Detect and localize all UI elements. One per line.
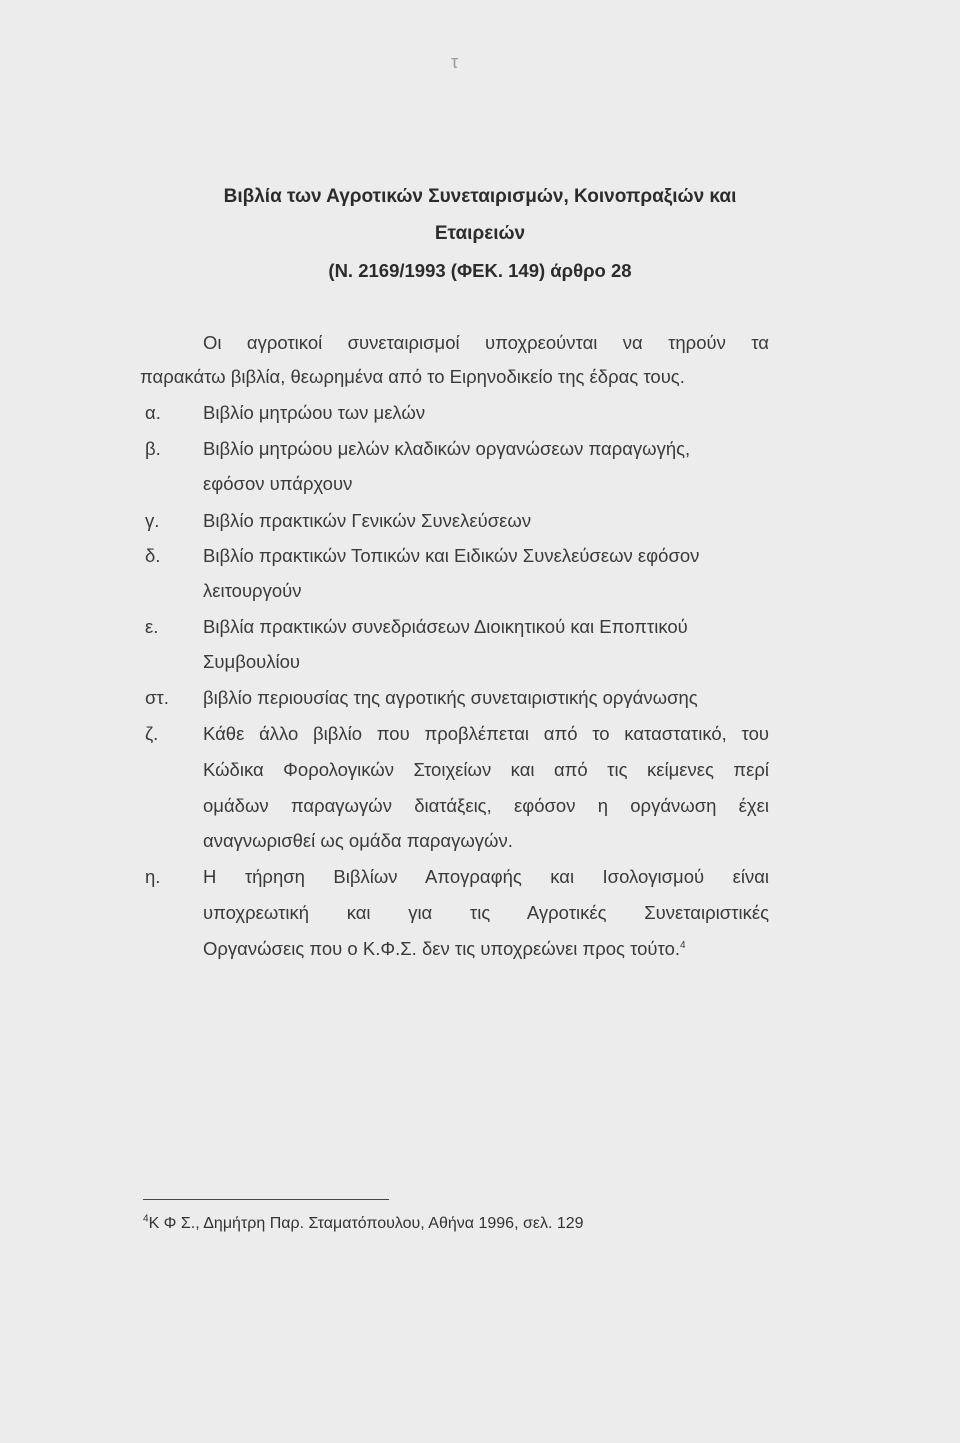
footnote-reference: 4: [680, 939, 686, 951]
item-text-b-2: εφόσον υπάρχουν: [203, 473, 353, 494]
footnote-marker: 4: [143, 1213, 149, 1225]
item-label-c: γ.: [145, 510, 160, 531]
item-label-z: ζ.: [145, 723, 159, 744]
intro-line-2: παρακάτω βιβλία, θεωρημένα από το Ειρηνοδικείο της έδρας τους.: [140, 366, 685, 387]
item-text-h-1: Η τήρηση Βιβλίων Απογραφής και Ισολογισμού είναι: [203, 866, 769, 887]
heading-line-2: Εταιρειών: [434, 223, 526, 244]
item-text-st: βιβλίο περιουσίας της αγροτικής συνεταιριστικής οργάνωσης: [203, 687, 698, 708]
heading-line-1: Βιβλία των Αγροτικών Συνεταιρισμών, Κοινοπραξιών και: [223, 186, 737, 207]
item-text-e-1: Βιβλία πρακτικών συνεδριάσεων Διοικητικού και Εποπτικού: [203, 616, 688, 637]
item-label-st: στ.: [145, 687, 169, 708]
item-text-h-3: [203, 938, 686, 960]
footnote-text: Κ Φ Σ., Δημήτρη Παρ. Σταματόπουλου, Αθήνα 1996, σελ. 129: [148, 1215, 584, 1232]
intro-line-1: Οι αγροτικοί συνεταιρισμοί υποχρεούνται να τηρούν τα: [203, 332, 769, 353]
footnote-separator: [143, 1199, 389, 1200]
item-text-z-3: ομάδων παραγωγών διατάξεις, εφόσον η οργάνωση έχει: [203, 795, 769, 816]
item-text-a: Βιβλίο μητρώου των μελών: [203, 402, 426, 423]
item-label-h: η.: [145, 866, 161, 887]
heading-law-reference: (Ν. 2169/1993 (ΦΕΚ. 149) άρθρο 28: [328, 260, 632, 281]
item-label-b: β.: [145, 438, 161, 459]
item-text-d-2: λειτουργούν: [203, 580, 302, 601]
item-text-b-1: Βιβλίο μητρώου μελών κλαδικών οργανώσεων παραγωγής,: [203, 438, 691, 459]
footnote: [143, 1215, 584, 1233]
item-text-z-2: Κώδικα Φορολογικών Στοιχείων και από τις κείμενες περί: [203, 759, 769, 780]
item-label-a: α.: [145, 402, 161, 423]
item-label-d: δ.: [145, 545, 161, 566]
item-text-c: Βιβλίο πρακτικών Γενικών Συνελεύσεων: [203, 510, 532, 531]
item-label-e: ε.: [145, 616, 159, 637]
item-text-d-1: Βιβλίο πρακτικών Τοπικών και Ειδικών Συνελεύσεων εφόσον: [203, 545, 700, 566]
item-text-z-1: Κάθε άλλο βιβλίο που προβλέπεται από το καταστατικό, του: [203, 723, 769, 744]
item-text-e-2: Συμβουλίου: [203, 651, 301, 672]
page-mark: τ: [451, 52, 459, 72]
item-text-h-2: υποχρεωτική και για τις Αγροτικές Συνεταιριστικές: [203, 902, 769, 923]
item-text-h-3-content: Οργανώσεις που ο Κ.Φ.Σ. δεν τις υποχρεώνει προς τούτο.: [203, 938, 681, 959]
item-text-z-4: αναγνωρισθεί ως ομάδα παραγωγών.: [203, 830, 513, 851]
